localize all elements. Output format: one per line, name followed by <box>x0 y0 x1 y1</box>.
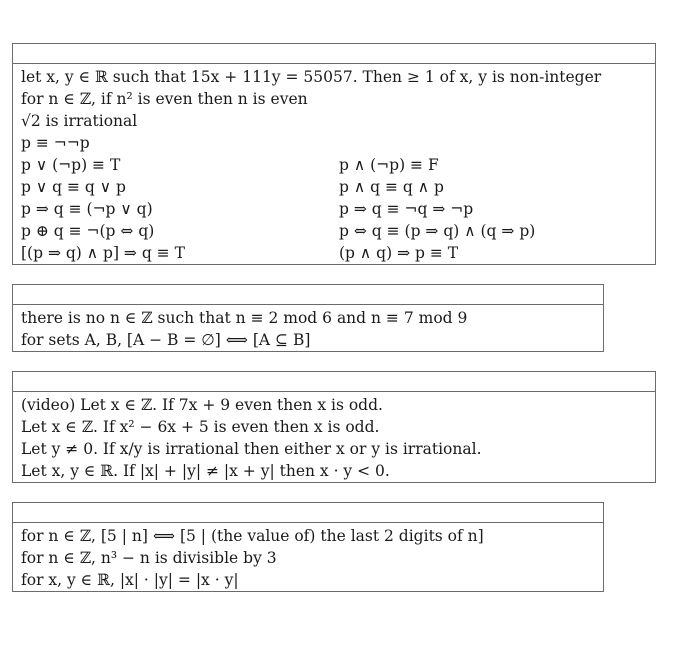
theorem-box-2 <box>12 284 604 352</box>
statement-line: there is no n ∈ ℤ such that n ≡ 2 mod 6 and n ≡ 7 mod 9 <box>21 309 468 327</box>
identity-right: p ∧ q ≡ q ∧ p <box>339 178 444 196</box>
identity-row <box>21 220 655 242</box>
identity-right: p ⇔ q ≡ (p ⇒ q) ∧ (q ⇒ p) <box>339 222 536 240</box>
identity-right: (p ∧ q) ⇒ p ≡ T <box>339 244 459 262</box>
statement-line: for n ∈ ℤ, n³ − n is divisible by 3 <box>21 549 277 567</box>
identity-left: p ∨ (¬p) ≡ T <box>21 156 121 174</box>
statement-line: for n ∈ ℤ, if n² is even then n is even <box>21 90 308 108</box>
identity-left: p ∨ q ≡ q ∨ p <box>21 178 126 196</box>
theorem-box-2-header <box>13 285 603 305</box>
identity-left: [(p ⇒ q) ∧ p] ⇒ q ≡ T <box>21 244 185 262</box>
theorem-box-4 <box>12 502 604 592</box>
identity-left: p ⊕ q ≡ ¬(p ⇔ q) <box>21 222 155 240</box>
theorem-box-3-body <box>13 392 655 484</box>
statement-line: (video) Let x ∈ ℤ. If 7x + 9 even then x is odd. <box>21 396 383 414</box>
identity-row <box>21 242 655 264</box>
statement-line: Let x, y ∈ ℝ. If |x| + |y| ≠ |x + y| then x · y < 0. <box>21 462 390 480</box>
theorem-box-3-header <box>13 372 655 392</box>
statement-line: for n ∈ ℤ, [5 | n] ⟺ [5 | (the value of) the last 2 digits of n] <box>21 527 484 545</box>
statement-line: Let y ≠ 0. If x/y is irrational then either x or y is irrational. <box>21 440 482 458</box>
identity-row <box>21 176 655 198</box>
theorem-box-1-body <box>13 64 655 266</box>
statement-line: for x, y ∈ ℝ, |x| · |y| = |x · y| <box>21 571 239 589</box>
identity-left: p ⇒ q ≡ (¬p ∨ q) <box>21 200 153 218</box>
statement-line: Let x ∈ ℤ. If x² − 6x + 5 is even then x is odd. <box>21 418 380 436</box>
statement-line: let x, y ∈ ℝ such that 15x + 111y = 55057. Then ≥ 1 of x, y is non-integer <box>21 68 602 86</box>
statement-line: for sets A, B, [A − B = ∅] ⟺ [A ⊆ B] <box>21 331 311 349</box>
identity-right: p ⇒ q ≡ ¬q ⇒ ¬p <box>339 200 474 218</box>
statement-line: √2 is irrational <box>21 112 138 130</box>
theorem-box-1 <box>12 43 656 265</box>
statement-line: p ≡ ¬¬p <box>21 134 90 152</box>
identity-row <box>21 154 655 176</box>
theorem-box-4-header <box>13 503 603 523</box>
theorem-box-1-header <box>13 44 655 64</box>
identity-row <box>21 198 655 220</box>
theorem-box-2-body <box>13 305 603 353</box>
theorem-box-4-body <box>13 523 603 593</box>
identity-right: p ∧ (¬p) ≡ F <box>339 156 439 174</box>
theorem-box-3 <box>12 371 656 483</box>
